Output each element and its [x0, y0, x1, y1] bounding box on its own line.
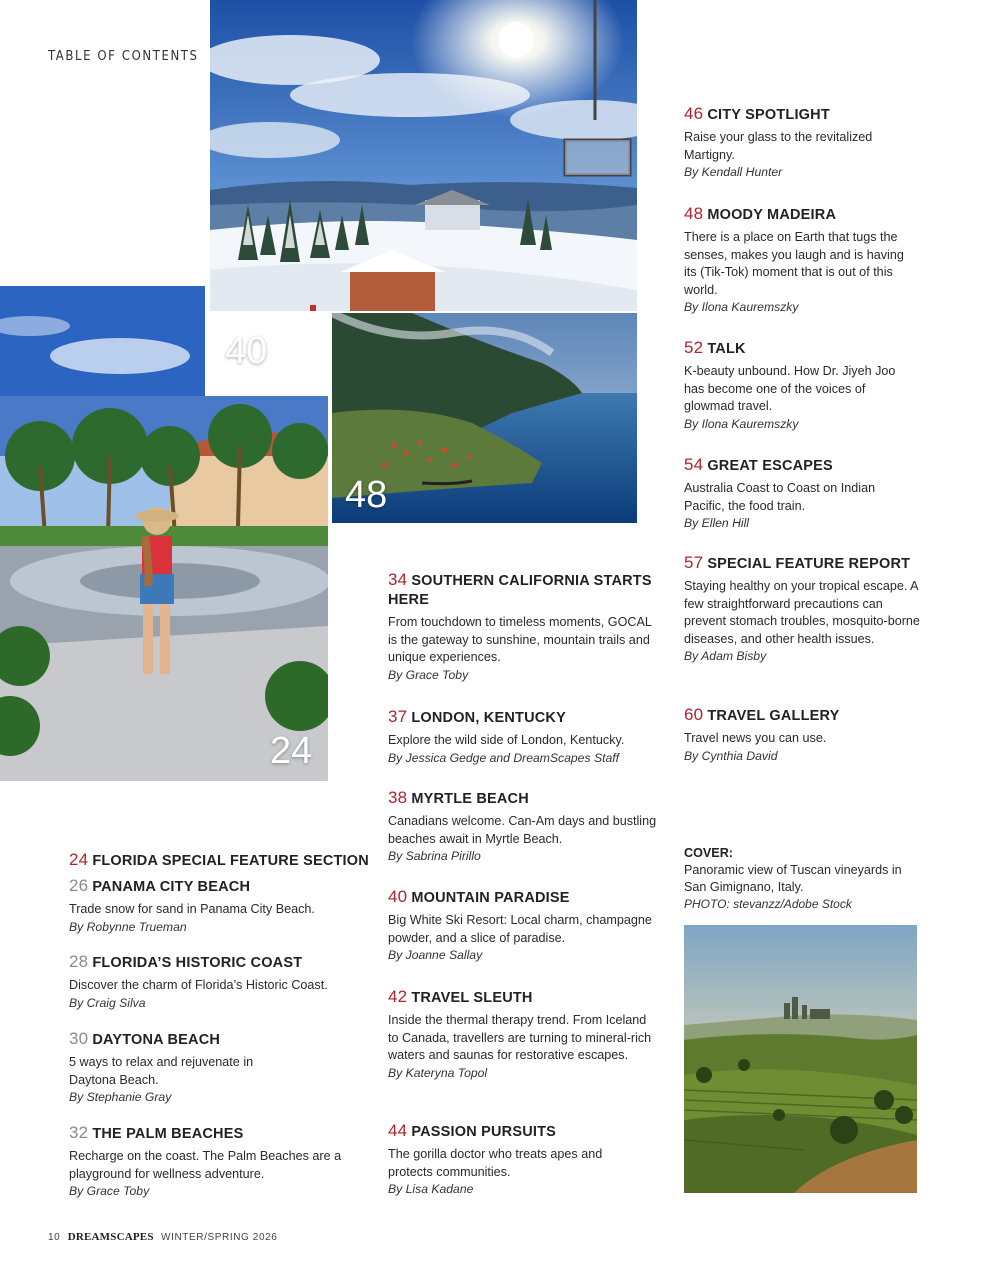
toc-entry-mountain-paradise[interactable]	[388, 887, 658, 964]
entry-title: MOODY MADEIRA	[707, 207, 837, 223]
ski-resort-illustration	[210, 0, 637, 311]
entry-title: SPECIAL FEATURE REPORT	[707, 556, 911, 572]
entry-byline: By Cynthia David	[684, 748, 778, 763]
toc-entry-travel-sleuth[interactable]	[388, 987, 658, 1082]
entry-page-number: 42	[388, 987, 408, 1006]
entry-title: TALK	[707, 341, 746, 357]
entry-description: Australia Coast to Coast on Indian Pacific, the food train.	[684, 481, 876, 513]
toc-entry-florida-special[interactable]	[69, 850, 369, 875]
toc-entry-travel-gallery[interactable]	[684, 705, 914, 765]
entry-description: Recharge on the coast. The Palm Beaches are a playground for wellness adventure.	[69, 1149, 342, 1181]
entry-description: Explore the wild side of London, Kentucky.	[388, 733, 625, 747]
entry-description: Raise your glass to the revitalized Martigny.	[684, 130, 873, 162]
entry-description: Inside the thermal therapy trend. From Iceland to Canada, travellers are turning to mineral-rich waters and saunas for restorative escapes.	[388, 1013, 652, 1062]
cover-photo[interactable]	[684, 925, 917, 1193]
entry-byline: By Ellen Hill	[684, 516, 750, 530]
toc-entry-special-feature-report[interactable]	[684, 553, 924, 665]
entry-page-number: 32	[69, 1123, 89, 1142]
ski-photo-page-number: 40	[225, 330, 268, 372]
entry-byline: By Sabrina Pirillo	[388, 849, 481, 863]
entry-byline: By Grace Toby	[388, 667, 469, 682]
entry-title: LONDON, KENTUCKY	[411, 710, 566, 726]
ski-resort-photo[interactable]	[210, 0, 637, 311]
cover-caption	[684, 845, 924, 913]
toc-entry-daytona[interactable]	[69, 1029, 279, 1106]
entry-byline: By Grace Toby	[69, 1184, 150, 1198]
entry-title: FLORIDA’S HISTORIC COAST	[92, 955, 303, 971]
entry-title: PASSION PURSUITS	[411, 1124, 557, 1140]
entry-page-number: 24	[69, 850, 89, 869]
entry-description: Canadians welcome. Can-Am days and bustling beaches await in Myrtle Beach.	[388, 814, 657, 846]
cover-description: Panoramic view of Tuscan vineyards in San Gimignano, Italy.	[684, 863, 902, 894]
entry-description: Travel news you can use.	[684, 731, 827, 745]
entry-title: DAYTONA BEACH	[92, 1032, 221, 1048]
toc-entry-london-kentucky[interactable]	[388, 707, 658, 767]
madeira-photo-page-number: 48	[345, 474, 388, 516]
entry-description: 5 ways to relax and rejuvenate in Daytona Beach.	[69, 1055, 254, 1087]
toc-entry-historic-coast[interactable]	[69, 952, 339, 1012]
entry-byline: By Ilona Kauremszky	[684, 416, 799, 431]
entry-description: Trade snow for sand in Panama City Beach.	[69, 902, 315, 916]
entry-description: There is a place on Earth that tugs the senses, makes you laugh and is having its (Tik-Tok) moment that is out of this world.	[684, 230, 904, 297]
entry-page-number: 38	[388, 788, 408, 807]
toc-entry-great-escapes[interactable]	[684, 455, 904, 532]
entry-page-number: 60	[684, 705, 704, 724]
entry-title: TRAVEL GALLERY	[707, 708, 840, 724]
section-label: TABLE OF CONTENTS	[48, 49, 199, 64]
entry-byline: By Craig Silva	[69, 995, 146, 1010]
entry-description: The gorilla doctor who treats apes and protects communities.	[388, 1147, 603, 1179]
cover-heading: COVER:	[684, 846, 733, 860]
toc-entry-city-spotlight[interactable]	[684, 104, 894, 181]
entry-page-number: 28	[69, 952, 89, 971]
toc-entry-myrtle-beach[interactable]	[388, 788, 658, 865]
toc-entry-moody-madeira[interactable]	[684, 204, 904, 316]
footer-brand: DREAMSCAPES	[67, 1231, 154, 1243]
entry-description: From touchdown to timeless moments, GOCAL is the gateway to sunshine, mountain trails and unique experiences.	[388, 615, 652, 664]
entry-byline: By Lisa Kadane	[388, 1182, 474, 1196]
entry-description: K-beauty unbound. How Dr. Jiyeh Joo has become one of the voices of glowmad travel.	[684, 364, 896, 413]
toc-entry-passion-pursuits[interactable]	[388, 1121, 628, 1198]
entry-byline: By Joanne Sallay	[388, 948, 483, 962]
florida-photo-page-number: 24	[270, 730, 313, 772]
entry-byline: By Robynne Trueman	[69, 919, 187, 934]
entry-byline: By Jessica Gedge and DreamScapes Staff	[388, 750, 620, 765]
florida-photo-main[interactable]	[0, 396, 328, 781]
entry-page-number: 46	[684, 104, 704, 123]
entry-page-number: 54	[684, 455, 704, 474]
entry-byline: By Stephanie Gray	[69, 1090, 172, 1104]
florida-resort-illustration	[0, 396, 328, 781]
florida-photo[interactable]	[0, 286, 205, 396]
toc-entry-talk[interactable]	[684, 338, 914, 433]
entry-description: Discover the charm of Florida’s Historic Coast.	[69, 978, 328, 992]
tuscan-vineyard-illustration	[684, 925, 917, 1193]
entry-page-number: 37	[388, 707, 408, 726]
toc-entry-palm-beaches[interactable]	[69, 1123, 354, 1200]
cover-credit: PHOTO: stevanzz/Adobe Stock	[684, 897, 852, 911]
entry-title: MYRTLE BEACH	[411, 791, 529, 807]
entry-byline: By Ilona Kauremszky	[684, 300, 799, 314]
entry-title: THE PALM BEACHES	[92, 1126, 244, 1142]
entry-description: Staying healthy on your tropical escape. A few straightforward precautions can prevent stomach troubles, mosquito-borne diseases, and other health issues.	[684, 579, 920, 646]
entry-title: MOUNTAIN PARADISE	[411, 890, 570, 906]
entry-title: TRAVEL SLEUTH	[411, 990, 533, 1006]
entry-page-number: 48	[684, 204, 704, 223]
entry-page-number: 44	[388, 1121, 408, 1140]
footer-issue: WINTER/SPRING 2026	[161, 1232, 278, 1243]
entry-title: SOUTHERN CALIFORNIA STARTS HERE	[388, 573, 652, 608]
entry-page-number: 40	[388, 887, 408, 906]
entry-page-number: 34	[388, 570, 408, 589]
page-footer	[48, 1231, 277, 1243]
entry-page-number: 52	[684, 338, 704, 357]
entry-title: FLORIDA SPECIAL FEATURE SECTION	[92, 853, 369, 869]
entry-page-number: 30	[69, 1029, 89, 1048]
entry-byline: By Adam Bisby	[684, 649, 767, 663]
entry-description: Big White Ski Resort: Local charm, champagne powder, and a slice of paradise.	[388, 913, 652, 945]
toc-entry-southern-california[interactable]	[388, 570, 658, 684]
entry-page-number: 26	[69, 876, 89, 895]
toc-entry-panama-city[interactable]	[69, 876, 339, 936]
entry-title: PANAMA CITY BEACH	[92, 879, 251, 895]
entry-byline: By Kendall Hunter	[684, 165, 783, 179]
entry-title: GREAT ESCAPES	[707, 458, 833, 474]
entry-byline: By Kateryna Topol	[388, 1065, 488, 1080]
entry-page-number: 57	[684, 553, 704, 572]
footer-page-number: 10	[48, 1232, 61, 1243]
entry-title: CITY SPOTLIGHT	[707, 107, 830, 123]
florida-sky-illustration	[0, 286, 205, 396]
